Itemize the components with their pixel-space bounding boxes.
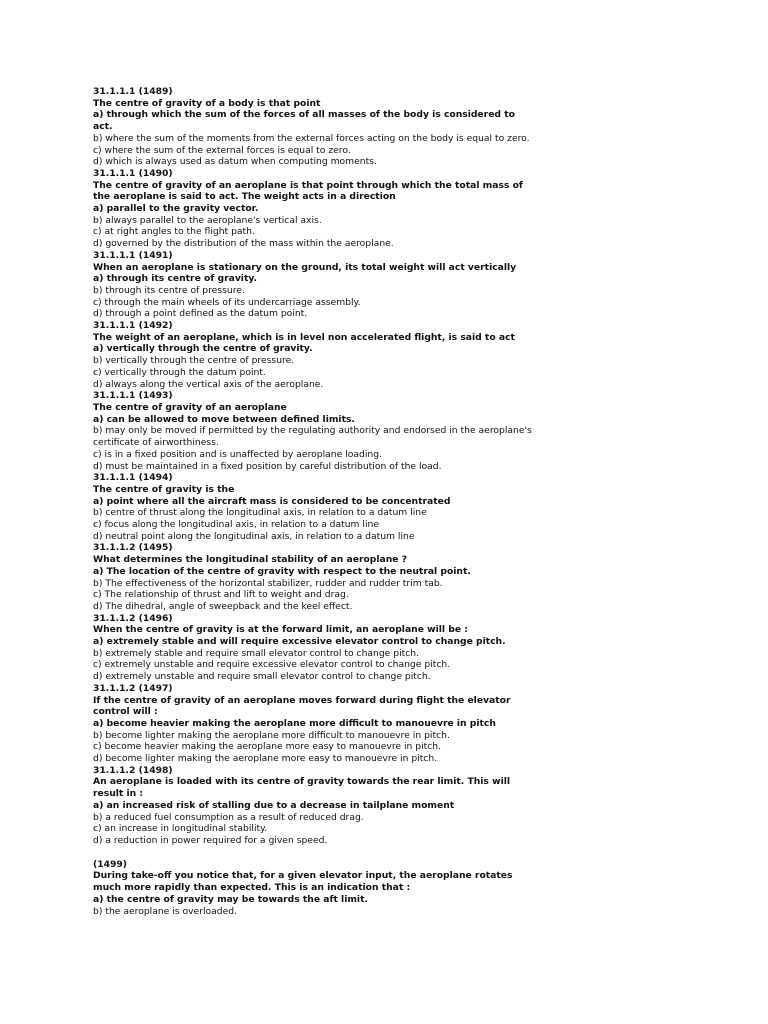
question-id: 31.1.1.1 (1493) [93,390,173,402]
answer-option: b) vertically through the centre of pressure. [93,355,295,367]
question-text: If the centre of gravity of an aeroplane moves forward during flight the elevator control will : [93,694,511,718]
question-id: 31.1.1.2 (1497) [93,682,173,694]
question-block [93,542,536,612]
answer-option: b) centre of thrust along the longitudinal axis, in relation to a datum line [93,507,427,519]
question-id: (1499) [93,858,127,870]
correct-answer-option: a) through which the sum of the forces of all masses of the body is considered to act. [93,109,515,133]
question-text: The weight of an aeroplane, which is in level non accelerated flight, is said to act [93,331,515,343]
answer-option: b) extremely stable and require small elevator control to change pitch. [93,647,420,659]
question-block [93,472,536,542]
question-id: 31.1.1.2 (1496) [93,612,173,624]
question-id: 31.1.1.1 (1492) [93,320,173,332]
correct-answer-option: a) extremely stable and will require excessive elevator control to change pitch. [93,636,506,648]
answer-option: d) become lighter making the aeroplane more easy to manouevre in pitch. [93,753,438,765]
question-text: When an aeroplane is stationary on the ground, its total weight will act vertically [93,261,517,273]
question-block [93,613,536,683]
answer-option: b) may only be moved if permitted by the regulating authority and endorsed in the aeroplane's certificate of airworthiness. [93,425,532,449]
question-id: 31.1.1.1 (1494) [93,472,173,484]
question-block [93,250,536,320]
question-text: During take-off you notice that, for a given elevator input, the aeroplane rotates much more rapidly than expected. This is an indication that : [93,870,513,894]
answer-option: b) through its centre of pressure. [93,284,245,296]
answer-option: c) is in a fixed position and is unaffected by aeroplane loading. [93,448,382,460]
answer-option: c) focus along the longitudinal axis, in relation to a datum line [93,519,379,531]
question-block [93,320,536,390]
answer-option: d) The dihedral, angle of sweepback and the keel effect. [93,600,353,612]
answer-option: d) a reduction in power required for a given speed. [93,835,328,846]
correct-answer-option: a) parallel to the gravity vector. [93,203,259,215]
answer-option: d) governed by the distribution of the mass within the aeroplane. [93,238,394,250]
question-block [93,859,536,918]
question-block [93,683,536,765]
answer-option: d) must be maintained in a fixed position by careful distribution of the load. [93,460,442,472]
correct-answer-option: a) an increased risk of stalling due to a decrease in tailplane moment [93,799,455,811]
answer-option: d) which is always used as datum when computing moments. [93,156,377,168]
answer-option: d) always along the vertical axis of the aeroplane. [93,378,324,390]
answer-option: c) vertically through the datum point. [93,366,266,378]
question-block [93,168,536,250]
answer-option: c) become heavier making the aeroplane more easy to manouevre in pitch. [93,741,442,753]
question-id: 31.1.1.1 (1491) [93,249,173,261]
question-id: 31.1.1.1 (1489) [93,86,173,97]
correct-answer-option: a) through its centre of gravity. [93,273,257,285]
answer-option: c) extremely unstable and require excessive elevator control to change pitch. [93,659,451,671]
correct-answer-option: a) can be allowed to move between defined limits. [93,413,355,425]
question-text: The centre of gravity of an aeroplane is that point through which the total mass of the aeroplane is said to act. The weight acts in a direction [93,179,523,203]
answer-option: b) a reduced fuel consumption as a result of reduced drag. [93,811,364,823]
answer-option: d) neutral point along the longitudinal axis, in relation to a datum line [93,530,415,542]
question-block [93,390,536,472]
answer-option: c) where the sum of the external forces is equal to zero. [93,144,351,156]
question-text: The centre of gravity is the [93,483,235,495]
question-text: The centre of gravity of a body is that point [93,97,321,109]
answer-option: b) the aeroplane is overloaded. [93,905,238,917]
correct-answer-option: a) The location of the centre of gravity with respect to the neutral point. [93,565,471,577]
correct-answer-option: a) vertically through the centre of gravity. [93,343,313,355]
answer-option: b) where the sum of the moments from the external forces acting on the body is equal to zero. [93,132,530,144]
question-id: 31.1.1.2 (1498) [93,764,173,776]
answer-option: c) at right angles to the flight path. [93,226,255,238]
question-text: The centre of gravity of an aeroplane [93,401,287,413]
question-list [93,86,536,917]
question-id: 31.1.1.1 (1490) [93,167,173,179]
correct-answer-option: a) point where all the aircraft mass is considered to be concentrated [93,495,451,507]
answer-option: d) extremely unstable and require small elevator control to change pitch. [93,671,431,683]
question-block [93,765,536,847]
correct-answer-option: a) the centre of gravity may be towards the aft limit. [93,893,368,905]
answer-option: c) The relationship of thrust and lift to weight and drag. [93,589,349,601]
answer-option: c) through the main wheels of its undercarriage assembly. [93,296,361,308]
answer-option: b) always parallel to the aeroplane's vertical axis. [93,214,322,226]
answer-option: d) through a point defined as the datum point. [93,308,308,320]
answer-option: b) become lighter making the aeroplane more difficult to manouevre in pitch. [93,729,450,741]
question-id: 31.1.1.2 (1495) [93,542,173,554]
question-text: What determines the longitudinal stability of an aeroplane ? [93,554,408,566]
answer-option: c) an increase in longitudinal stability. [93,823,268,835]
question-block [93,86,536,168]
answer-option: b) The effectiveness of the horizontal stabilizer, rudder and rudder trim tab. [93,577,443,589]
correct-answer-option: a) become heavier making the aeroplane more difficult to manouevre in pitch [93,717,496,729]
question-text: An aeroplane is loaded with its centre of gravity towards the rear limit. This will result in : [93,776,511,800]
question-text: When the centre of gravity is at the forward limit, an aeroplane will be : [93,624,468,636]
